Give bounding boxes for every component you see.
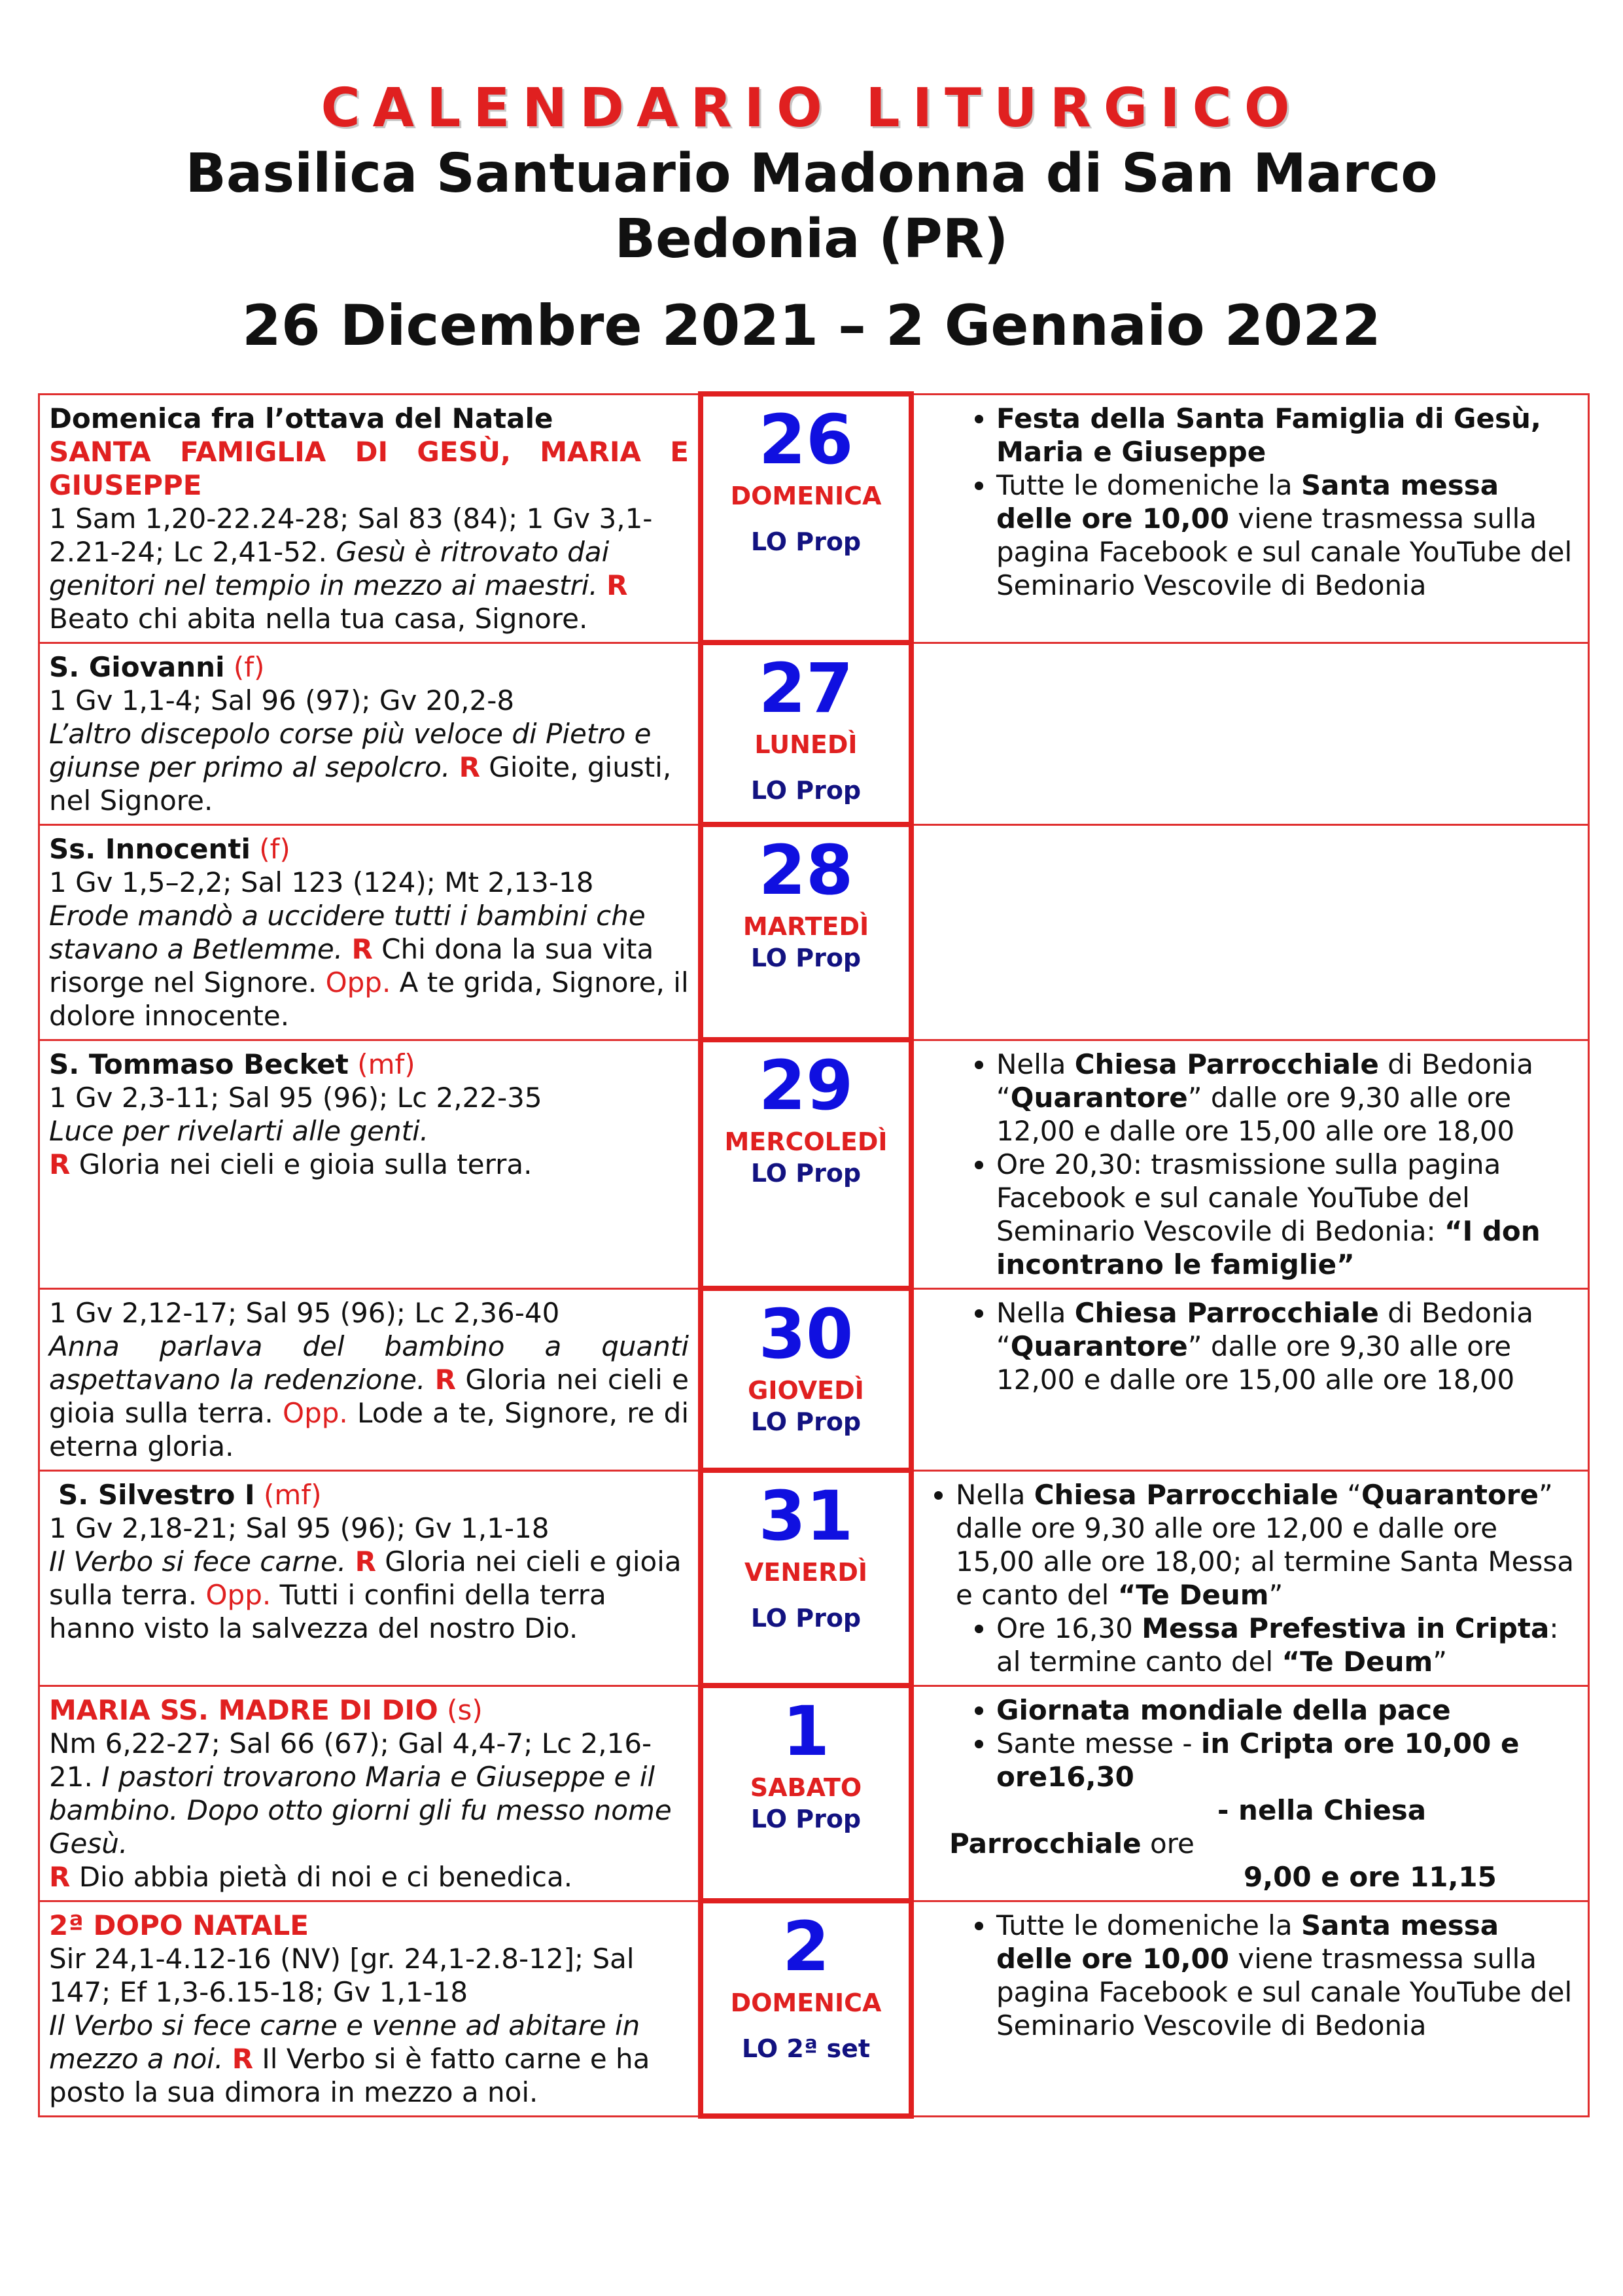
response-text: Dio abbia pietà di noi e ci benedica. [79, 1860, 573, 1893]
event-text-bold: - nella Chiesa [1217, 1793, 1427, 1826]
antiphon-quote: Gesù è ritrovato dai genitori nel tempio in mezzo ai maestri. [49, 535, 610, 601]
readings: 1 Gv 2,18-21; Sal 95 (96); Gv 1,1-18 [49, 1511, 550, 1544]
event-item [996, 1148, 1579, 1281]
events-list [923, 1478, 1579, 1612]
event-text: ore [1141, 1827, 1195, 1860]
day-readings [39, 1686, 701, 1901]
day-row-28 [39, 824, 1589, 1040]
event-item [996, 1296, 1579, 1396]
day-date-cell [701, 1470, 911, 1686]
antiphon-quote: I pastori trovarono Maria e Giuseppe e il bambino. Dopo otto giorni gli fu messo nome Gesù. [49, 1760, 672, 1860]
day-row-29 [39, 1040, 1589, 1288]
feast-name: SANTA FAMIGLIA DI GESÙ, MARIA E GIUSEPPE [49, 435, 689, 501]
antiphon-quote: Luce per rivelarti alle genti. [49, 1114, 429, 1147]
weekday: GIOVEDÌ [748, 1376, 864, 1405]
day-events [911, 1040, 1589, 1288]
opp-label: Opp. [205, 1578, 271, 1611]
day-events [911, 643, 1589, 824]
event-text: Ore 16,30 [996, 1612, 1142, 1644]
day-readings [39, 643, 701, 824]
event-item [996, 1048, 1579, 1148]
readings-text [49, 2009, 689, 2109]
response-text: Gloria nei cieli e gioia sulla terra. [79, 1148, 532, 1180]
readings: 1 Gv 2,3-11; Sal 95 (96); Lc 2,22-35 [49, 1081, 542, 1114]
events-list [923, 1909, 1579, 2042]
day-readings [39, 1040, 701, 1288]
event-item [996, 468, 1579, 602]
event-text: Nella [996, 1048, 1075, 1080]
response-text: Il Verbo si è fatto carne e ha posto la sua dimora in mezzo a noi. [49, 2042, 650, 2108]
opp-label: Opp. [325, 966, 391, 998]
event-item [956, 1478, 1579, 1612]
rank: (mf) [263, 1478, 322, 1511]
response-label: R [355, 1545, 376, 1578]
readings-text [49, 502, 689, 635]
day-events [911, 1470, 1589, 1686]
liturgy-of-hours: LO Prop [750, 527, 862, 556]
day-row-26 [39, 394, 1589, 643]
event-text: ” [1433, 1645, 1448, 1678]
events-list [923, 1048, 1579, 1281]
day-number: 2 [782, 1907, 830, 1987]
weekday: DOMENICA [730, 1988, 882, 2017]
day-readings [39, 1470, 701, 1686]
event-text-bold: Chiesa Parrocchiale [1074, 1048, 1379, 1080]
event-text: viene trasmessa sulla pagina Facebook e sul canale YouTube del Seminario Vescovile di Bedonia [996, 1942, 1573, 2041]
location: Bedonia (PR) [614, 208, 1009, 270]
day-number: 28 [758, 830, 854, 910]
liturgy-of-hours: LO Prop [750, 1407, 862, 1436]
antiphon-quote: Il Verbo si fece carne e venne ad abitare in mezzo a noi. [49, 2009, 640, 2075]
readings: 1 Gv 1,5–2,2; Sal 123 (124); Mt 2,13-18 [49, 866, 594, 898]
event-text-bold: Parrocchiale [949, 1827, 1142, 1860]
day-row-1 [39, 1686, 1589, 1901]
response-label: R [351, 932, 373, 965]
events-list [923, 1693, 1579, 1793]
response-label: R [232, 2042, 254, 2075]
rank: (mf) [357, 1048, 415, 1080]
weekday: DOMENICA [730, 482, 882, 510]
day-row-27 [39, 643, 1589, 824]
day-readings [39, 824, 701, 1040]
readings-text [49, 1545, 689, 1645]
event-item: • Giornata mondiale della pace [996, 1693, 1579, 1727]
day-events [911, 1686, 1589, 1901]
response-label: R [459, 751, 480, 783]
liturgy-of-hours: LO Prop [750, 1805, 862, 1833]
event-text-bold: “I don incontrano le famiglie” [996, 1214, 1541, 1280]
event-text-bold: “Te Deum [1117, 1578, 1269, 1611]
liturgy-of-hours: LO Prop [750, 944, 862, 972]
event-text: di Bedonia “ [996, 1296, 1533, 1362]
event-text: ” dalle ore 9,30 alle ore 12,00 e dalle ore 15,00 alle ore 18,00 [996, 1081, 1515, 1147]
opp-text: A te grida, Signore, il dolore innocente. [49, 966, 689, 1032]
saint-name: S. Giovanni [49, 650, 225, 683]
liturgy-of-hours: LO 2ª set [741, 2034, 871, 2063]
day-date-cell [701, 643, 911, 824]
day-date-cell [701, 1901, 911, 2116]
readings: Sir 24,1-4.12-16 (NV) [gr. 24,1-2.8-12]; Sal 147; Ef 1,3-6.15-18; Gv 1,1-18 [49, 1942, 635, 2008]
calendar-title: CALENDARIO LITURGICO [321, 77, 1302, 139]
event-text-bold: Chiesa Parrocchiale [1074, 1296, 1379, 1329]
readings: Nm 6,22-27; Sal 66 (67); Gal 4,4-7; Lc 2,16-21. [49, 1727, 652, 1793]
event-text: Nella [956, 1478, 1034, 1511]
day-title: Domenica fra l’ottava del Natale [49, 402, 553, 434]
opp-label: Opp. [283, 1396, 348, 1429]
event-text: : al termine canto del [996, 1612, 1559, 1678]
rank: (f) [233, 650, 265, 683]
weekday: LUNEDÌ [754, 730, 858, 759]
event-text: di Bedonia “ [996, 1048, 1533, 1114]
event-text-bold: Santa messa delle ore 10,00 [996, 468, 1499, 535]
events-list [923, 1612, 1579, 1678]
event-text: Tutte le domeniche la [996, 1909, 1301, 1941]
day-readings [39, 1901, 701, 2116]
events-list [923, 402, 1579, 602]
event-text: viene trasmessa sulla pagina Facebook e sul canale YouTube del Seminario Vescovile di Bedonia [996, 502, 1573, 601]
event-text-bold: Quarantore [1010, 1081, 1188, 1114]
readings: 1 Gv 1,1-4; Sal 96 (97); Gv 20,2-8 [49, 684, 515, 716]
day-number: 30 [758, 1294, 854, 1374]
event-text: “ [1338, 1478, 1361, 1511]
day-number: 27 [758, 648, 854, 728]
readings-text [49, 717, 689, 817]
day-date-cell [701, 1040, 911, 1288]
event-item [996, 1909, 1579, 2042]
day-events [911, 824, 1589, 1040]
event-item: • Festa della Santa Famiglia di Gesù, Maria e Giuseppe [996, 402, 1579, 468]
day-row-2 [39, 1901, 1589, 2116]
basilica-name: Basilica Santuario Madonna di San Marco [185, 143, 1438, 205]
event-text: Ore 20,30: trasmissione sulla pagina Facebook e sul canale YouTube del Seminario Vescovile di Bedonia: [996, 1148, 1501, 1247]
response-text: Beato chi abita nella tua casa, Signore. [49, 602, 588, 635]
opp-text: Tutti i confini della terra hanno visto la salvezza del nostro Dio. [49, 1578, 606, 1644]
antiphon-quote: Il Verbo si fece carne. [49, 1545, 347, 1578]
event-text: Nella [996, 1296, 1075, 1329]
readings: 1 Gv 2,12-17; Sal 95 (96); Lc 2,36-40 [49, 1296, 560, 1329]
weekday: SABATO [750, 1773, 862, 1802]
day-row-30 [39, 1288, 1589, 1470]
antiphon-quote: Erode mandò a uccidere tutti i bambini che stavano a Betlemme. [49, 899, 646, 965]
response-label: R [434, 1363, 457, 1396]
day-date-cell [701, 1288, 911, 1470]
antiphon-quote: L’altro discepolo corse più veloce di Pietro e giunse per primo al sepolcro. [49, 717, 652, 783]
day-number: 29 [758, 1046, 854, 1125]
event-text-bold: Messa Prefestiva in Cripta [1142, 1612, 1550, 1644]
liturgical-calendar-table [38, 391, 1590, 2119]
weekday: VENERDÌ [744, 1558, 868, 1587]
event-item [996, 1612, 1579, 1678]
event-text-bold: in Cripta ore 10,00 e ore16,30 [996, 1727, 1520, 1793]
event-text-bold: Quarantore [1010, 1330, 1188, 1362]
feast-name: MARIA SS. MADRE DI DIO [49, 1693, 438, 1726]
day-readings [39, 394, 701, 643]
response-label: R [606, 569, 628, 601]
readings-text [49, 899, 689, 1033]
date-range: 26 Dicembre 2021 – 2 Gennaio 2022 [242, 293, 1381, 359]
opp-text: Lode a te, Signore, re di eterna gloria. [49, 1396, 689, 1462]
day-date-cell [701, 824, 911, 1040]
event-item [996, 1727, 1579, 1793]
weekday: MARTEDÌ [742, 912, 869, 941]
feast-name: 2ª DOPO NATALE [49, 1909, 309, 1941]
readings-text [49, 1727, 689, 1860]
response-text: Gloria nei cieli e gioia sulla terra. [49, 1545, 682, 1611]
day-number: 1 [782, 1691, 830, 1771]
response-text: Chi dona la sua vita risorge nel Signore. [49, 932, 654, 998]
event-text-bold: 9,00 e ore 11,15 [1244, 1860, 1497, 1893]
saint-name: S. Tommaso Becket [49, 1048, 349, 1080]
liturgy-of-hours: LO Prop [750, 1159, 862, 1188]
liturgy-of-hours: LO Prop [750, 1604, 862, 1633]
event-text: Tutte le domeniche la [996, 468, 1301, 501]
day-row-31 [39, 1470, 1589, 1686]
event-text: ” dalle ore 9,30 alle ore 12,00 e dalle ore 15,00 alle ore 18,00 [996, 1330, 1515, 1396]
rank: (s) [447, 1693, 483, 1726]
antiphon-quote: Anna parlava del bambino a quanti aspettavano la redenzione. [49, 1330, 689, 1396]
day-date-cell [701, 1686, 911, 1901]
rank: (f) [259, 832, 290, 865]
day-number: 31 [758, 1476, 854, 1556]
event-text-bold: Quarantore [1361, 1478, 1539, 1511]
event-text-bold: Chiesa Parrocchiale [1034, 1478, 1338, 1511]
response-label: R [49, 1860, 71, 1893]
readings: 1 Sam 1,20-22.24-28; Sal 83 (84); 1 Gv 3,1-2.21-24; Lc 2,41-52. [49, 502, 653, 568]
event-text: ” [1268, 1578, 1283, 1611]
response-text: Gloria nei cieli e gioia sulla terra. [49, 1363, 689, 1429]
weekday: MERCOLEDÌ [724, 1127, 888, 1156]
event-text: ” dalle ore 9,30 alle ore 12,00 e dalle ore 15,00 alle ore 18,00; al termine Santa Messa e canto del [956, 1478, 1574, 1611]
day-events [911, 1901, 1589, 2116]
day-events [911, 1288, 1589, 1470]
day-number: 26 [758, 400, 854, 480]
liturgy-of-hours: LO Prop [750, 776, 862, 805]
event-text-bold: “Te Deum [1282, 1645, 1433, 1678]
day-events [911, 394, 1589, 643]
saint-name: Ss. Innocenti [49, 832, 251, 865]
event-text-bold: Santa messa delle ore 10,00 [996, 1909, 1499, 1975]
events-list [923, 1296, 1579, 1396]
day-date-cell [701, 394, 911, 643]
response-text: Gioite, giusti, nel Signore. [49, 751, 672, 817]
event-text: Sante messe - [996, 1727, 1201, 1759]
readings-text [49, 1330, 689, 1463]
response-label: R [49, 1148, 71, 1180]
day-readings [39, 1288, 701, 1470]
saint-name: S. Silvestro I [58, 1478, 255, 1511]
